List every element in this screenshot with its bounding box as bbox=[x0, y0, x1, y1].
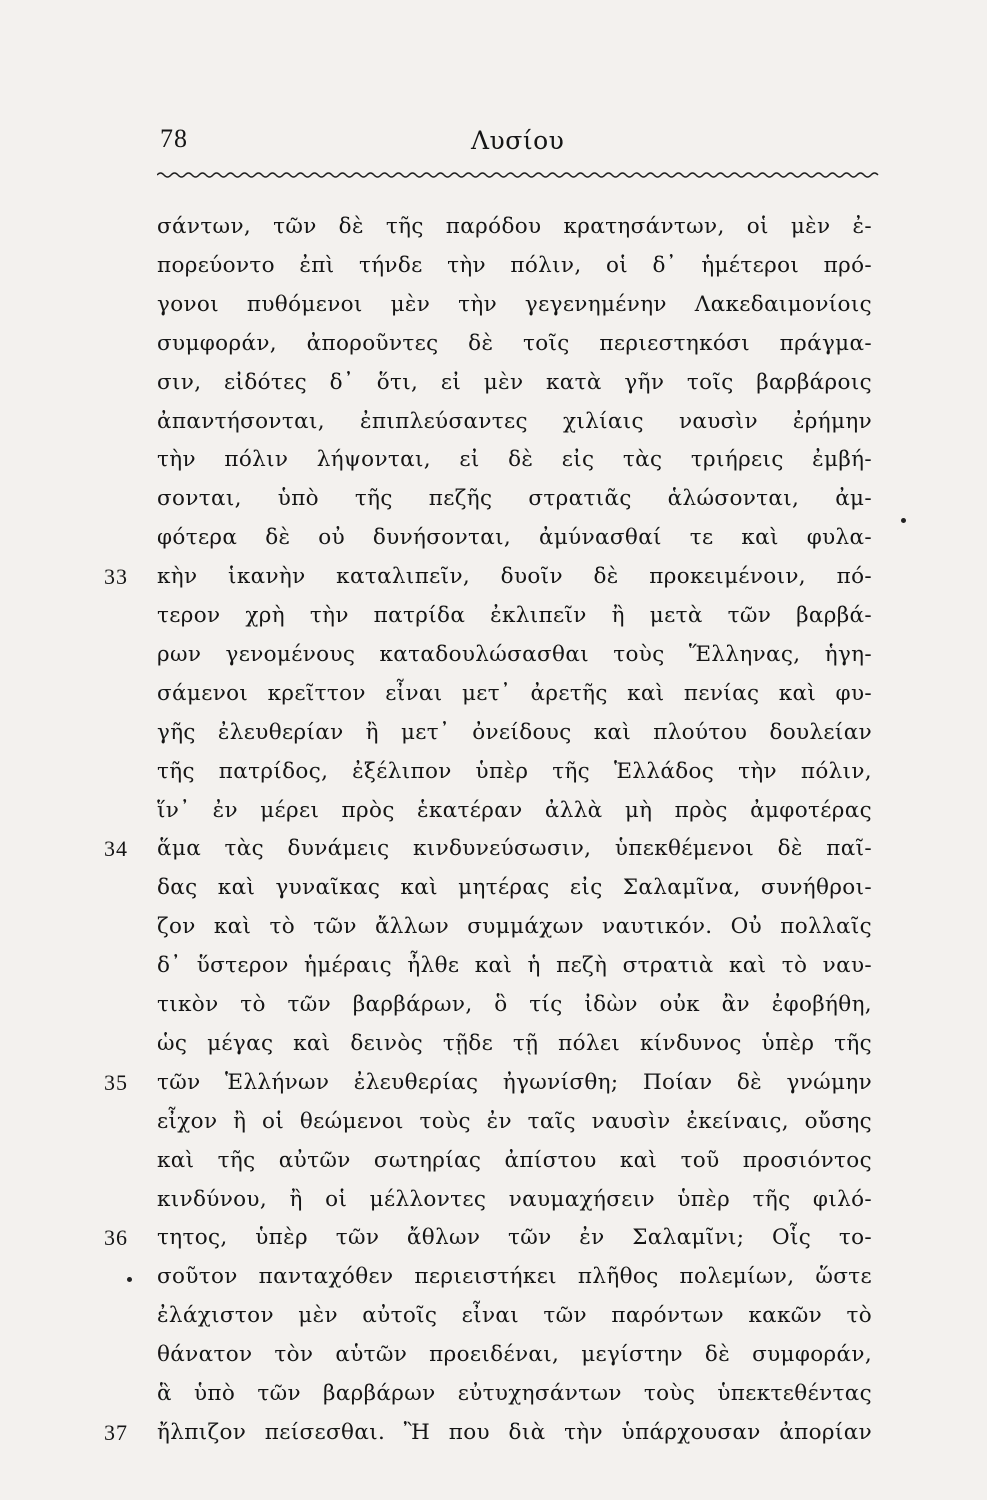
text-line: ἀπαντήσονται, ἐπιπλεύσαντες χιλίαις ναυσὶν ἐρήμην bbox=[157, 408, 872, 434]
text-line: τὴν πόλιν λήψονται, εἰ δὲ εἰς τὰς τριήρεις ἐμβή- bbox=[157, 447, 872, 473]
section-number: 37 bbox=[104, 1419, 128, 1445]
text-line: γονοι πυθόμενοι μὲν τὴν γεγενημένην Λακεδαιμονίοις bbox=[157, 291, 872, 317]
text-line: εἶχον ἢ οἱ θεώμενοι τοὺς ἐν ταῖς ναυσὶν ἐκείναις, οὔσης bbox=[157, 1108, 872, 1134]
text-line: καὶ τῆς αὐτῶν σωτηρίας ἀπίστου καὶ τοῦ προσιόντος bbox=[157, 1147, 872, 1173]
text-line: σάμενοι κρεῖττον εἶναι μετ᾽ ἀρετῆς καὶ πενίας καὶ φυ- bbox=[157, 680, 872, 706]
text-line: τῆς πατρίδος, ἐξέλιπον ὑπὲρ τῆς Ἑλλάδος τὴν πόλιν, bbox=[157, 758, 872, 784]
text-line: ἵν᾽ ἐν μέρει πρὸς ἑκατέραν ἀλλὰ μὴ πρὸς ἀμφοτέρας bbox=[157, 797, 872, 823]
text-line: ἅμα τὰς δυνάμεις κινδυνεύσωσιν, ὑπεκθέμενοι δὲ παῖ- bbox=[157, 836, 872, 862]
running-title: Λυσίου bbox=[471, 126, 565, 155]
section-number: 35 bbox=[104, 1069, 128, 1095]
text-line: φότερα δὲ οὐ δυνήσονται, ἀμύνασθαί τε καὶ φυλα- bbox=[157, 525, 872, 551]
text-line: σοῦτον πανταχόθεν περιειστήκει πλῆθος πολεμίων, ὥστε bbox=[157, 1264, 872, 1290]
text-line: συμφοράν, ἀποροῦντες δὲ τοῖς περιεστηκόσι πράγμα- bbox=[157, 330, 872, 356]
text-line: τερον χρὴ τὴν πατρίδα ἐκλιπεῖν ἢ μετὰ τῶν βαρβά- bbox=[157, 603, 872, 628]
text-line: ἃ ὑπὸ τῶν βαρβάρων εὐτυχησάντων τοὺς ὑπεκτεθέντας bbox=[157, 1381, 872, 1406]
page-header bbox=[158, 124, 878, 164]
print-speck bbox=[901, 518, 906, 523]
text-line: σιν, εἰδότες δ᾽ ὅτι, εἰ μὲν κατὰ γῆν τοῖς βαρβάροις bbox=[157, 369, 872, 395]
text-line: δ᾽ ὕστερον ἡμέραις ἦλθε καὶ ἡ πεζὴ στρατιὰ καὶ τὸ ναυ- bbox=[157, 953, 872, 979]
header-wavy-rule bbox=[157, 170, 882, 180]
text-line: σονται, ὑπὸ τῆς πεζῆς στρατιᾶς ἁλώσονται, ἀμ- bbox=[157, 486, 872, 512]
text-line: θάνατον τὸν αὑτῶν προειδέναι, μεγίστην δὲ συμφοράν, bbox=[157, 1342, 872, 1368]
section-number: 36 bbox=[104, 1225, 128, 1251]
text-line: τητος, ὑπὲρ τῶν ἄθλων τῶν ἐν Σαλαμῖνι; Οἷς το- bbox=[157, 1225, 872, 1251]
text-line: ρων γενομένους καταδουλώσασθαι τοὺς Ἕλληνας, ἡγη- bbox=[157, 641, 872, 667]
text-line: γῆς ἐλευθερίαν ἢ μετ᾽ ὀνείδους καὶ πλούτου δουλείαν bbox=[157, 719, 872, 745]
text-line: τικὸν τὸ τῶν βαρβάρων, ὃ τίς ἰδὼν οὐκ ἂν ἐφοβήθη, bbox=[157, 992, 872, 1017]
section-number: 34 bbox=[104, 836, 128, 862]
text-line: πορεύοντο ἐπὶ τήνδε τὴν πόλιν, οἱ δ᾽ ἡμέτεροι πρό- bbox=[157, 252, 872, 278]
text-line: ἐλάχιστον μὲν αὐτοῖς εἶναι τῶν παρόντων κακῶν τὸ bbox=[157, 1303, 872, 1329]
text-line: σάντων, τῶν δὲ τῆς παρόδου κρατησάντων, οἱ μὲν ἐ- bbox=[157, 214, 872, 239]
text-line: τῶν Ἑλλήνων ἐλευθερίας ἠγωνίσθη; Ποίαν δὲ γνώμην bbox=[157, 1069, 872, 1095]
print-speck bbox=[127, 1277, 132, 1282]
text-line: κὴν ἱκανὴν καταλιπεῖν, δυοῖν δὲ προκειμένοιν, πό- bbox=[157, 564, 872, 590]
text-line: ζον καὶ τὸ τῶν ἄλλων συμμάχων ναυτικόν. Οὐ πολλαῖς bbox=[157, 914, 872, 940]
text-line: ὡς μέγας καὶ δεινὸς τῇδε τῇ πόλει κίνδυνος ὑπὲρ τῆς bbox=[157, 1030, 872, 1056]
text-line: δας καὶ γυναῖκας καὶ μητέρας εἰς Σαλαμῖνα, συνήθροι- bbox=[157, 875, 872, 901]
text-line: ἤλπιζον πείσεσθαι. Ἢ που διὰ τὴν ὑπάρχουσαν ἀπορίαν bbox=[157, 1419, 872, 1445]
page-number: 78 bbox=[160, 124, 188, 153]
section-number: 33 bbox=[104, 564, 128, 590]
text-line: κινδύνου, ἢ οἱ μέλλοντες ναυμαχήσειν ὑπὲρ τῆς φιλό- bbox=[157, 1186, 872, 1212]
